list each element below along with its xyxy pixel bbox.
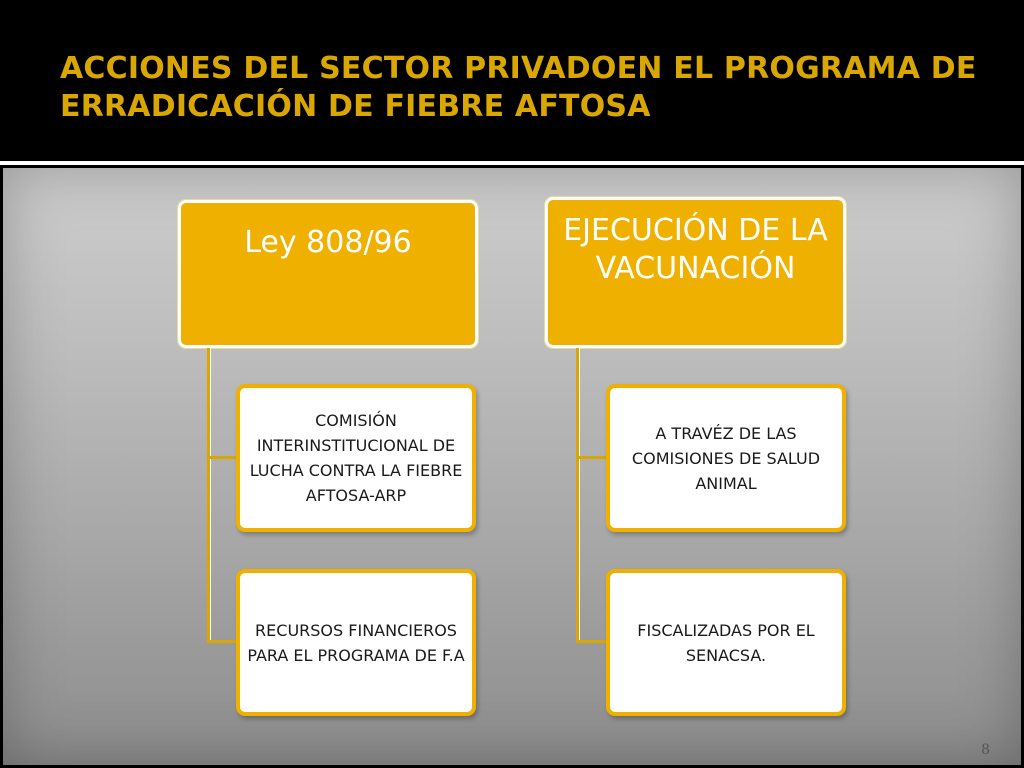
left-connector-branch-2 bbox=[207, 640, 237, 643]
left-connector-vertical bbox=[207, 348, 210, 642]
page-number: 8 bbox=[981, 742, 990, 758]
right-child-text-2: FISCALIZADAS POR EL SENACSA. bbox=[637, 620, 815, 665]
right-connector-branch-2 bbox=[576, 640, 607, 643]
right-child-text-1: A TRAVÉZ DE LAS COMISIONES DE SALUD ANIMAL bbox=[631, 423, 821, 493]
left-connector-branch-1 bbox=[207, 456, 237, 459]
left-child-text-2: RECURSOS FINANCIEROS PARA EL PROGRAMA DE F.A bbox=[247, 620, 465, 665]
right-child-box-2 bbox=[606, 569, 846, 716]
left-child-text-1: COMISIÓN INTERINSTITUCIONAL DE LUCHA CONTRA LA FIEBRE AFTOSA-ARP bbox=[249, 411, 463, 505]
right-child-box-1 bbox=[606, 384, 846, 532]
slide-title: ACCIONES DEL SECTOR PRIVADOEN EL PROGRAMA DE ERRADICACIÓN DE FIEBRE AFTOSA bbox=[60, 51, 977, 124]
left-header-box: Ley 808/96 bbox=[178, 200, 478, 348]
left-child-box-2 bbox=[236, 569, 476, 716]
right-header-box: EJECUCIÓN DE LA VACUNACIÓN bbox=[545, 197, 846, 348]
title-bar bbox=[0, 0, 1024, 160]
content-area bbox=[3, 168, 1021, 765]
right-connector-vertical bbox=[576, 348, 579, 642]
left-child-box-1 bbox=[236, 384, 476, 532]
title-divider bbox=[0, 161, 1024, 165]
right-connector-branch-1 bbox=[576, 456, 607, 459]
